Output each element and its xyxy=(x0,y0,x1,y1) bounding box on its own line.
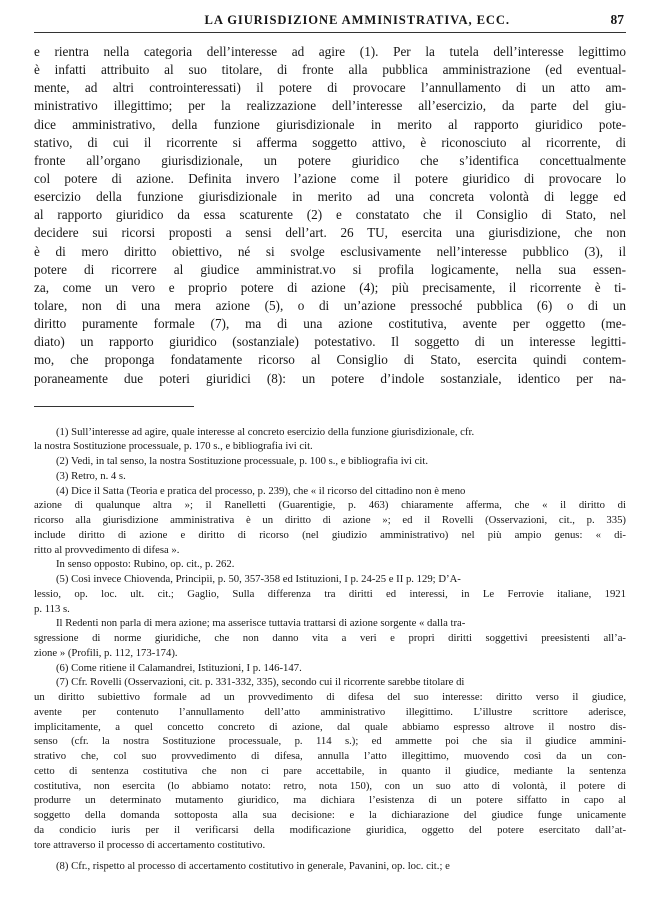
footnote-line: tore attraverso il processo di accertamento costitutivo. xyxy=(34,838,266,851)
text-line: ministrativo illegittimo; per la realizzazione dell’interesse all’esercizio, da parte del giu- xyxy=(34,98,626,114)
footnote-line: (1) Sull’interesse ad agire, quale interesse al concreto esercizio della funzione giurisdizionale, cfr. xyxy=(56,425,475,438)
footnote-line: (5) Così invece Chiovenda, Principii, p. 50, 357-358 ed Istituzioni, I p. 24-25 e II p. 129; D’A- xyxy=(56,573,461,586)
text-line: dice amministrativo, della funzione giurisdizionale in merito al rapporto giuridico pote- xyxy=(34,116,626,132)
running-title: LA GIURISDIZIONE AMMINISTRATIVA, ECC. xyxy=(204,13,510,27)
footnote-line: (6) Come ritiene il Calamandrei, Istituzioni, I p. 146-147. xyxy=(56,661,302,674)
footnote-line: zione » (Profili, p. 112, 173-174). xyxy=(34,646,178,659)
text-line: stativo, di cui il ricorrente si afferma soggetto attivo, è riconosciuto al ricorrente, di xyxy=(34,134,626,150)
footnote-line: avente per contenuto l’annullamento dell’atto amministrativo illegittimo. L’illustre scrittore aderisce, xyxy=(34,705,626,718)
footnote-line: p. 113 s. xyxy=(34,602,70,615)
footnote-line: produrre un determinato mutamento giuridico, ma dichiara l’esistenza di un potere siffatto in capo al xyxy=(34,794,626,807)
footnote-line: ricorso alla giurisdizione amministrativa è un diritto di azione »; ed il Rovelli (Osservazioni, cit., p. 335) xyxy=(34,514,626,527)
running-header xyxy=(34,12,626,33)
footnote-line: include diritto di azione e diritto di ricorso (nel giudizio amministrativo) nel più ampio genus: « di- xyxy=(34,528,626,541)
footnote-line: strativo che, col suo provvedimento di difesa, annulla l’atto illegittimo, muovendo così da un con- xyxy=(34,750,626,763)
text-line: decidere sui ricorsi proposti a sensi dell’art. 26 TU, esercita una giurisdizione, che non xyxy=(34,225,626,241)
text-line: mo, che proponga fondatamente ricorso al Consiglio di Stato, esercita quindi contem- xyxy=(34,352,626,368)
footnote-line: un diritto subiettivo formale ad un provvedimento di difesa del suo interesse: diritto verso il giudice, xyxy=(34,691,626,704)
footnote-line: (3) Retro, n. 4 s. xyxy=(56,469,126,482)
text-line: fronte all’organo giurisdizionale, un potere giuridico che s’identifica concettualmente xyxy=(34,152,626,168)
page-number: 87 xyxy=(610,12,624,27)
text-line: tolare, non di una mera azione (5), o di un’azione pressoché pubblica (6) o di un xyxy=(34,297,626,313)
footnote-line: In senso opposto: Rubino, op. cit., p. 262. xyxy=(56,558,235,571)
footnote-line: soggetto della domanda sottoposta alla sua decisione: e la dichiarazione del giudice funge unicamente xyxy=(34,809,626,822)
text-line: za, come un vero e proprio potere di azione (4); più precisamente, il ricorrente è ti- xyxy=(34,279,626,295)
text-line: diritto puramente formale (7), ma di una azione costitutiva, avente per oggetto (me- xyxy=(34,316,626,332)
footnote-line: (4) Dice il Satta (Teoria e pratica del processo, p. 239), che « il ricorso del cittadino non è meno xyxy=(56,484,466,497)
text-line: è infatti attribuito al suo titolare, di fronte alla pubblica amministrazione (ed eventual- xyxy=(34,62,626,78)
footnote-line: ritto al provvedimento di difesa ». xyxy=(34,543,180,556)
text-line: potere di ricorrere al giudice amministrat.vo si profila logicamente, nella sua essen- xyxy=(34,261,626,277)
footnote-separator xyxy=(34,406,194,407)
footnote-line: implicitamente, a quel concetto concreto di azione, dal quale abbiamo espresso altrove il nostro dis- xyxy=(34,720,626,733)
footnote-line: senso (cfr. la nostra Sostituzione processuale, p. 114 s.); ed ammette poi che sia il giudice ammini- xyxy=(34,735,626,748)
footnote-line: (7) Cfr. Rovelli (Osservazioni, cit. p. 331-332, 335), secondo cui il ricorrente sarebbe titolare di xyxy=(56,676,465,689)
footnote-line: sgressione di norme giuridiche, che non danno vita a veri e propri diritti soggettivi preesistenti all’a- xyxy=(34,632,626,645)
footnote-line: lessio, op. loc. ult. cit.; Gaglio, Sulla differenza tra diritti ed interessi, in Le Ferrovie italiane, 1921 xyxy=(34,587,626,600)
footnote-line: (2) Vedi, in tal senso, la nostra Sostituzione processuale, p. 100 s., e bibliografia ivi cit. xyxy=(56,455,429,468)
footnote-line: (8) Cfr., rispetto al processo di accertamento costitutivo in generale, Pavanini, op. loc. cit.; e xyxy=(56,860,450,873)
text-line: e rientra nella categoria dell’interesse ad agire (1). Per la tutela dell’interesse legittimo xyxy=(34,44,626,59)
main-text xyxy=(34,43,626,388)
footnote-line: Il Redenti non parla di mera azione; ma asserisce tuttavia trattarsi di azione sorgente « dalla tra- xyxy=(56,617,466,630)
footnote-line: azione di qualunque altra »; il Ranelletti (Guarentigie, p. 463) chiaramente afferma, che « il diritto di xyxy=(34,499,626,512)
text-line: esercizio della funzione giurisdizionale in merito ad una concreta volontà di legge ed xyxy=(34,189,626,205)
footnote-line: cetto di sentenza costitutiva che non ci pare accettabile, in quanto il giudice, mediante la sentenza xyxy=(34,764,626,777)
text-line: al rapporto giuridico da essa scaturente (2) e constatato che il Consiglio di Stato, nel xyxy=(34,207,626,223)
footnote-line: costitutiva, non esercita (lo abbiamo notato: retro, nota 150), con un suo atto di volontà, il potere di xyxy=(34,779,626,792)
text-line: è di mero diritto obiettivo, né si svolge esclusivamente nell’interesse pubblico (3), il xyxy=(34,243,626,259)
text-line: diato) un rapporto giuridico (sostanziale) potestativo. Il soggetto di un interesse legitti- xyxy=(34,334,626,350)
footnote-line: la nostra Sostituzione processuale, p. 170 s., e bibliografia ivi cit. xyxy=(34,440,313,453)
footnotes xyxy=(34,425,626,874)
text-line: mente, ad altri controinteressati) il potere di provocare l’annullamento di un atto am- xyxy=(34,80,626,96)
text-line: poraneamente due poteri giuridici (8): un potere d’indole sostanziale, identico per na- xyxy=(34,370,626,386)
text-line: col potere di azione. Definita invero l’azione come il potere giuridico di provocare lo xyxy=(34,170,626,186)
footnote-line: da condicio iuris per il verificarsi della modificazione giuridica, oggetto del potere esercitato dall’at- xyxy=(34,823,626,836)
